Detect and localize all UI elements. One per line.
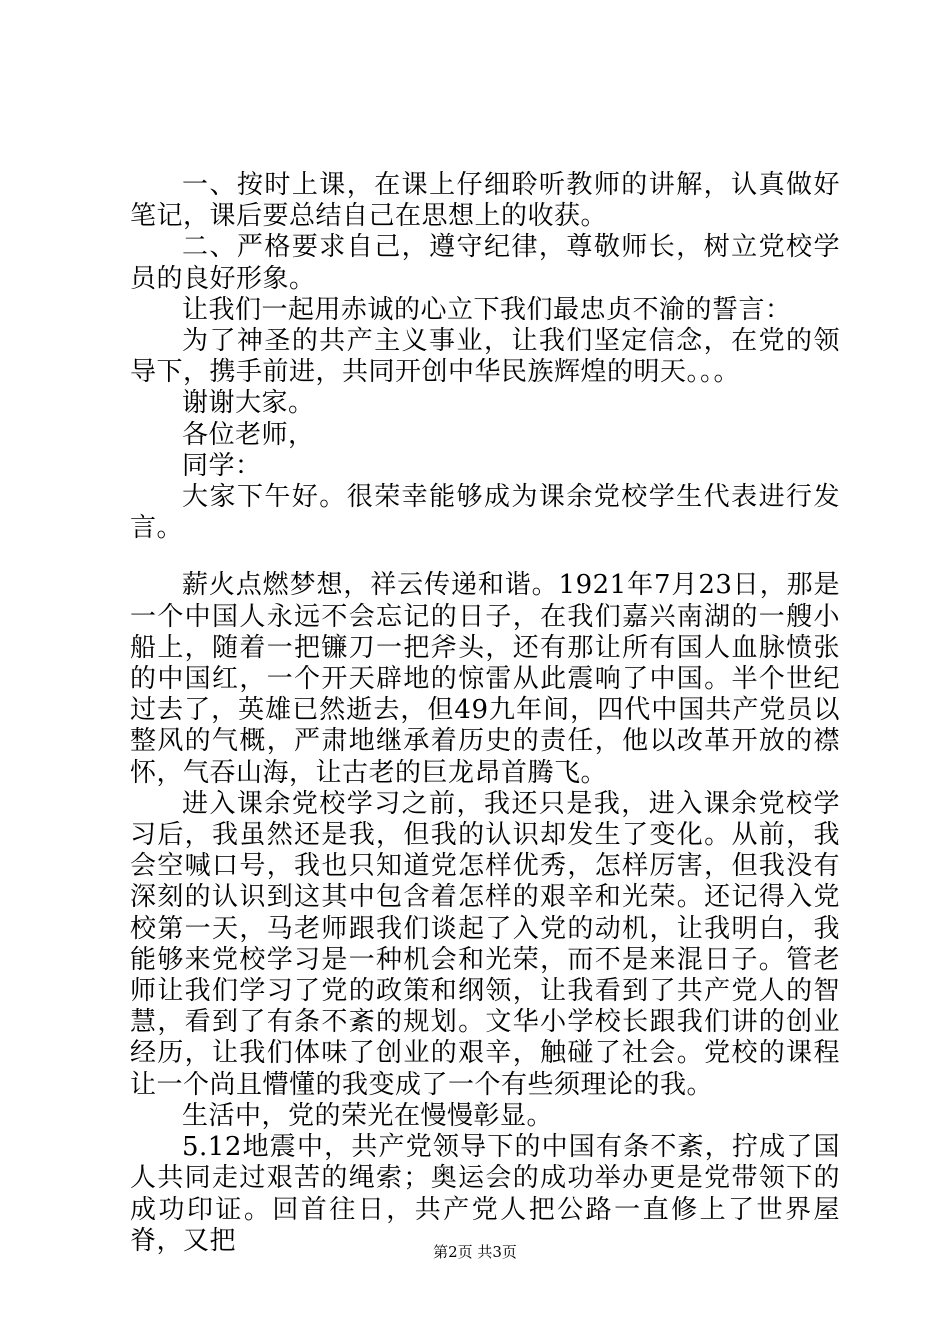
paragraph-1: 一、按时上课，在课上仔细聆听教师的讲解，认真做好笔记，课后要总结自己在思想上的收获。	[130, 170, 840, 232]
paragraph-11: 生活中，党的荣光在慢慢彰显。	[182, 1100, 554, 1131]
paragraph-9: 薪火点燃梦想，祥云传递和谐。1921年7月23日，那是一个中国人永远不会忘记的日子，在我们嘉兴南湖的一艘小船上，随着一把镰刀一把斧头，还有那让所有国人血脉愤张的中国红，一个开天辟地的惊雷从此震响了中国。半个世纪过去了，英雄已然逝去，但49九年间，四代中国共产党员以整风的气概，严肃地继承着历史的责任，他以改革开放的襟怀，气吞山海，让古老的巨龙昂首腾飞。	[130, 570, 840, 788]
paragraph-6: 各位老师，	[182, 419, 315, 450]
paragraph-8: 大家下午好。很荣幸能够成为课余党校学生代表进行发言。	[130, 482, 840, 544]
page-footer	[0, 1242, 950, 1262]
paragraph-12: 5.12地震中，共产党领导下的中国有条不紊，拧成了国人共同走过艰苦的绳索；奥运会的成功举办更是党带领下的成功印证。回首往日，共产党人把公路一直修上了世界屋脊，又把	[130, 1132, 840, 1256]
paragraph-7: 同学：	[182, 450, 262, 481]
paragraph-2: 二、严格要求自己，遵守纪律，尊敬师长，树立党校学员的良好形象。	[130, 232, 840, 294]
paragraph-5: 谢谢大家。	[182, 388, 315, 419]
paragraph-10: 进入课余党校学习之前，我还只是我，进入课余党校学习后，我虽然还是我，但我的认识却发生了变化。从前，我会空喊口号，我也只知道党怎样优秀，怎样厉害，但我没有深刻的认识到这其中包含着怎样的艰辛和光荣。还记得入党校第一天，马老师跟我们谈起了入党的动机，让我明白，我能够来党校学习是一种机会和光荣，而不是来混日子。管老师让我们学习了党的政策和纲领，让我看到了共产党人的智慧，看到了有条不紊的规划。文华小学校长跟我们讲的创业经历，让我们体味了创业的艰辛，触碰了社会。党校的课程让一个尚且懵懂的我变成了一个有些须理论的我。	[130, 788, 840, 1100]
body-text	[130, 170, 840, 1257]
paragraph-3: 让我们一起用赤诚的心立下我们最忠贞不渝的誓言：	[182, 294, 792, 325]
paragraph-4: 为了神圣的共产主义事业，让我们坚定信念，在党的领导下，携手前进，共同开创中华民族辉煌的明天。。。	[130, 326, 840, 388]
page-number-label: 第2页 共3页	[433, 1243, 517, 1261]
paragraph-spacer	[130, 544, 840, 570]
